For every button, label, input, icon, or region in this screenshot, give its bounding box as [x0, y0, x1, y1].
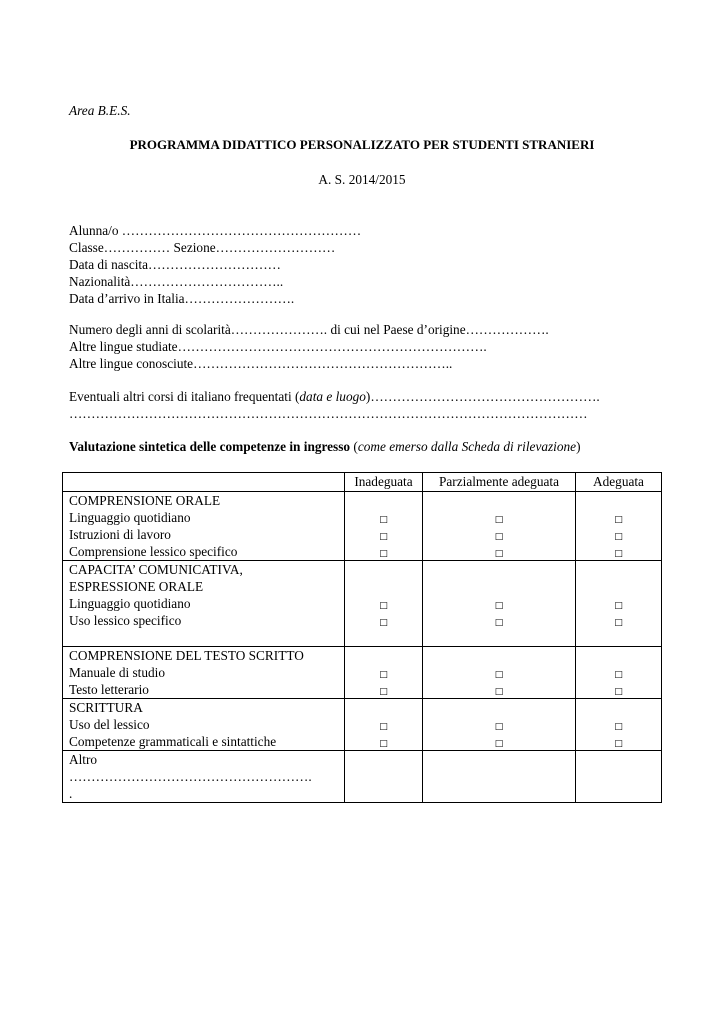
item-label: Manuale di studio: [69, 665, 166, 680]
item-label: Linguaggio quotidiano: [69, 510, 191, 525]
checkbox[interactable]: □: [379, 601, 388, 611]
table-row: [63, 647, 662, 699]
checkbox[interactable]: □: [614, 549, 623, 559]
column-cell: [423, 492, 576, 561]
checkbox[interactable]: □: [379, 618, 388, 628]
checkbox[interactable]: □: [494, 618, 504, 628]
field-anni-scolarita[interactable]: Numero degli anni di scolarità…………………. di cui nel Paese d’origine……………….: [69, 322, 549, 337]
checkbox[interactable]: □: [614, 687, 623, 697]
table-row: [63, 751, 662, 803]
table-row: [63, 699, 662, 751]
checkbox[interactable]: □: [614, 515, 623, 525]
column-cell: [423, 647, 576, 699]
checkbox[interactable]: □: [494, 687, 504, 697]
column-cell: [345, 699, 423, 751]
checkbox[interactable]: □: [494, 722, 504, 732]
valutazione-italic: come emerso dalla Scheda di rilevazione: [357, 439, 577, 454]
section-comprensione-orale: [63, 492, 345, 561]
checkbox[interactable]: □: [614, 739, 623, 749]
valutazione-open: (: [350, 439, 358, 454]
checkbox[interactable]: □: [614, 670, 623, 680]
courses-suffix: )…………………………………………….: [365, 389, 600, 404]
column-cell: [423, 751, 576, 803]
item-label: Uso del lessico: [69, 717, 150, 732]
courses-italic: data e luogo: [299, 389, 366, 404]
column-adeguata: Adeguata: [576, 473, 662, 492]
column-cell: [576, 647, 662, 699]
header-empty-cell: [63, 473, 345, 492]
section-capacita-comunicativa: [63, 561, 345, 647]
checkbox[interactable]: □: [614, 532, 623, 542]
item-label: Comprensione lessico specifico: [69, 544, 238, 559]
checkbox[interactable]: □: [494, 601, 504, 611]
school-year: A. S. 2014/2015: [318, 172, 406, 187]
section-heading: SCRITTURA: [69, 700, 143, 715]
column-cell: [423, 561, 576, 647]
field-altre-lingue-conosciute[interactable]: Altre lingue conosciute…………………………………………………..: [69, 356, 453, 371]
courses-field[interactable]: [69, 389, 600, 423]
item-label: Competenze grammaticali e sintattiche: [69, 734, 277, 749]
checkbox[interactable]: □: [379, 670, 388, 680]
courses-line2[interactable]: ………………………………………………………………………………………………………: [69, 406, 588, 421]
item-label: Uso lessico specifico: [69, 613, 182, 628]
field-classe-sezione[interactable]: Classe…………… Sezione………………………: [69, 240, 336, 255]
valutazione-bold: Valutazione sintetica delle competenze in ingresso: [69, 439, 351, 454]
table-row: [63, 492, 662, 561]
document-title: PROGRAMMA DIDATTICO PERSONALIZZATO PER STUDENTI STRANIERI: [129, 137, 595, 152]
checkbox[interactable]: □: [379, 722, 388, 732]
checkbox[interactable]: □: [494, 739, 504, 749]
section-heading: ESPRESSIONE ORALE: [69, 579, 204, 594]
altro-line-end: .: [69, 786, 73, 801]
column-inadeguata: Inadeguata: [345, 473, 423, 492]
section-scrittura: [63, 699, 345, 751]
column-cell: [576, 492, 662, 561]
field-data-nascita[interactable]: Data di nascita…………………………: [69, 257, 281, 272]
area-label: Area B.E.S.: [69, 103, 131, 118]
field-altre-lingue-studiate[interactable]: Altre lingue studiate…………………………………………………………….: [69, 339, 487, 354]
column-cell: [345, 492, 423, 561]
field-nazionalita[interactable]: Nazionalità……………………………..: [69, 274, 284, 289]
item-label: Linguaggio quotidiano: [69, 596, 191, 611]
checkbox[interactable]: □: [379, 687, 388, 697]
table-header-row: [63, 473, 662, 492]
valutazione-close: ): [576, 439, 581, 454]
checkbox[interactable]: □: [379, 549, 388, 559]
column-cell: [576, 699, 662, 751]
column-cell: [423, 699, 576, 751]
school-fields: [69, 322, 549, 373]
section-heading: Altro: [69, 752, 98, 767]
checkbox[interactable]: □: [614, 722, 623, 732]
field-alunno[interactable]: Alunna/o ………………………………………………: [69, 223, 362, 238]
checkbox[interactable]: □: [379, 739, 388, 749]
checkbox[interactable]: □: [494, 515, 504, 525]
checkbox[interactable]: □: [379, 532, 388, 542]
section-testo-scritto: [63, 647, 345, 699]
courses-prefix: Eventuali altri corsi di italiano frequentati (: [69, 389, 300, 404]
checkbox[interactable]: □: [614, 618, 623, 628]
checkbox[interactable]: □: [494, 549, 504, 559]
section-heading: COMPRENSIONE ORALE: [69, 493, 221, 508]
checkbox[interactable]: □: [494, 670, 504, 680]
altro-line[interactable]: ……………………………………………….: [69, 769, 312, 784]
column-cell: [345, 561, 423, 647]
column-cell: [345, 647, 423, 699]
student-fields: [69, 223, 361, 308]
section-heading: COMPRENSIONE DEL TESTO SCRITTO: [69, 648, 304, 663]
checkbox[interactable]: □: [379, 515, 388, 525]
section-heading: CAPACITA’ COMUNICATIVA,: [69, 562, 243, 577]
section-altro[interactable]: [63, 751, 345, 803]
valutazione-heading: [69, 439, 581, 456]
table-row: [63, 561, 662, 647]
item-label: Istruzioni di lavoro: [69, 527, 171, 542]
checkbox[interactable]: □: [494, 532, 504, 542]
column-cell: [576, 751, 662, 803]
checkbox[interactable]: □: [614, 601, 623, 611]
item-label: Testo letterario: [69, 682, 149, 697]
field-data-arrivo[interactable]: Data d’arrivo in Italia…………………….: [69, 291, 295, 306]
competenze-table: [62, 472, 662, 803]
column-cell: [345, 751, 423, 803]
column-parzialmente-adeguata: Parzialmente adeguata: [423, 473, 576, 492]
column-cell: [576, 561, 662, 647]
